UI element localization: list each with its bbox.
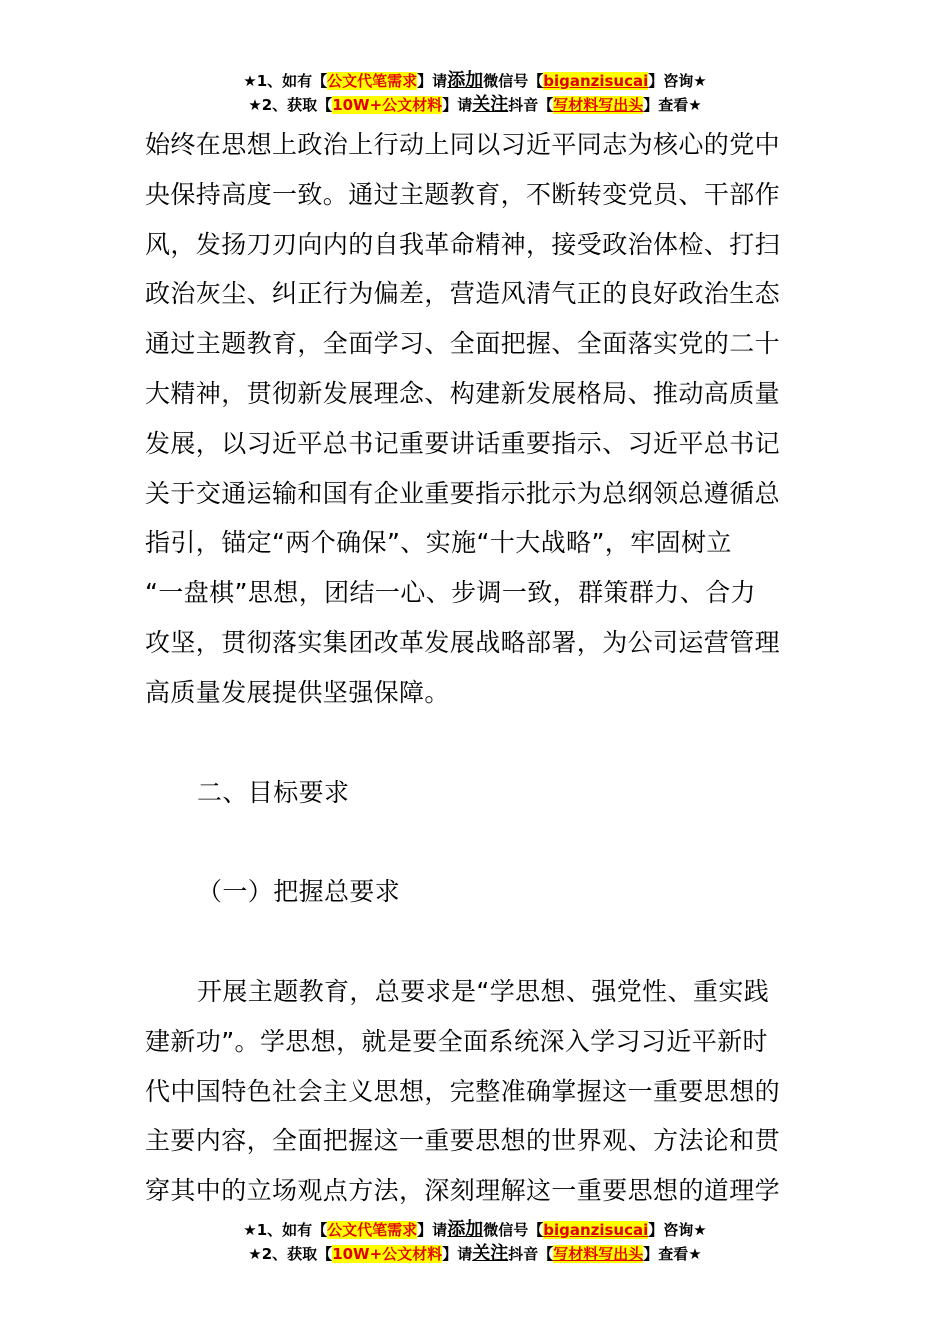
subsection-heading: （一）把握总要求 [197, 877, 401, 906]
text-line: 建新功”。学思想，就是要全面系统深入学习习近平新时 [145, 1026, 768, 1056]
text-line: 主要内容，全面把握这一重要思想的世界观、方法论和贯 [145, 1126, 781, 1156]
text-line: 政治灰尘、纠正行为偏差，营造风清气正的良好政治生态 [145, 279, 781, 309]
banner-text: 】查看★ [643, 1245, 702, 1263]
text-line: 央保持高度一致。通过主题教育，不断转变党员、干部作 [145, 179, 781, 209]
banner-douyin-id: 写材料写出头 [553, 96, 644, 114]
footer-banner-line-1 [0, 1219, 950, 1241]
text-line: 风，发扬刀刃向内的自我革命精神，接受政治体检、打扫 [145, 229, 781, 259]
banner-emphasis: 添加 [447, 1219, 484, 1240]
banner-text: 】查看★ [643, 96, 702, 114]
banner-text: ★2、获取【 [248, 1245, 333, 1263]
banner-emphasis: 关注 [472, 94, 509, 115]
text-line: 指引，锚定“两个确保”、实施“十大战略”，牢固树立 [145, 528, 732, 558]
banner-text: 】请 [442, 96, 473, 114]
banner-text: 】请 [442, 1245, 473, 1263]
text-line: 高质量发展提供坚强保障。 [145, 677, 450, 707]
banner-text: 微信号【 [483, 1221, 544, 1239]
text-line: 关于交通运输和国有企业重要指示批示为总纲领总遵循总 [145, 478, 781, 508]
banner-douyin-id: 写材料写出头 [553, 1245, 644, 1263]
text-line: 大精神，贯彻新发展理念、构建新发展格局、推动高质量 [145, 379, 781, 408]
banner-highlight: 10W+公文材料 [332, 96, 443, 114]
banner-text: 】咨询★ [648, 1221, 707, 1239]
banner-text: 】请 [417, 1221, 448, 1239]
banner-text: 抖音【 [508, 96, 554, 114]
banner-text: 微信号【 [483, 72, 544, 90]
text-line: “一盘棋”思想，团结一心、步调一致，群策群力、合力 [145, 578, 756, 608]
banner-highlight: 公文代笔需求 [327, 72, 418, 90]
banner-emphasis: 添加 [447, 70, 484, 91]
text-line: 发展，以习近平总书记重要讲话重要指示、习近平总书记 [145, 428, 781, 458]
banner-text: 抖音【 [508, 1245, 554, 1263]
text-line: 代中国特色社会主义思想，完整准确掌握这一重要思想的 [145, 1076, 781, 1106]
footer-banner-line-2 [0, 1243, 950, 1265]
banner-text: ★2、获取【 [248, 96, 333, 114]
text-line: 始终在思想上政治上行动上同以习近平同志为核心的党中 [145, 130, 781, 159]
text-line: 攻坚，贯彻落实集团改革发展战略部署，为公司运营管理 [145, 628, 781, 657]
header-banner-line-2 [0, 94, 950, 116]
header-banner-line-1 [0, 70, 950, 92]
banner-text: 】请 [417, 72, 448, 90]
banner-text: ★1、如有【 [243, 72, 328, 90]
banner-text: ★1、如有【 [243, 1221, 328, 1239]
text-line: 穿其中的立场观点方法，深刻理解这一重要思想的道理学 [145, 1176, 781, 1206]
banner-emphasis: 关注 [472, 1243, 509, 1264]
banner-highlight: 公文代笔需求 [327, 1221, 418, 1239]
banner-highlight: 10W+公文材料 [332, 1245, 443, 1263]
text-line: 通过主题教育，全面学习、全面把握、全面落实党的二十 [145, 329, 781, 359]
section-heading: 二、目标要求 [197, 778, 350, 807]
text-line: 开展主题教育，总要求是“学思想、强党性、重实践 [197, 977, 770, 1006]
banner-wechat-id: biganzisucai [543, 1221, 649, 1239]
banner-text: 】咨询★ [648, 72, 707, 90]
banner-wechat-id: biganzisucai [543, 72, 649, 90]
